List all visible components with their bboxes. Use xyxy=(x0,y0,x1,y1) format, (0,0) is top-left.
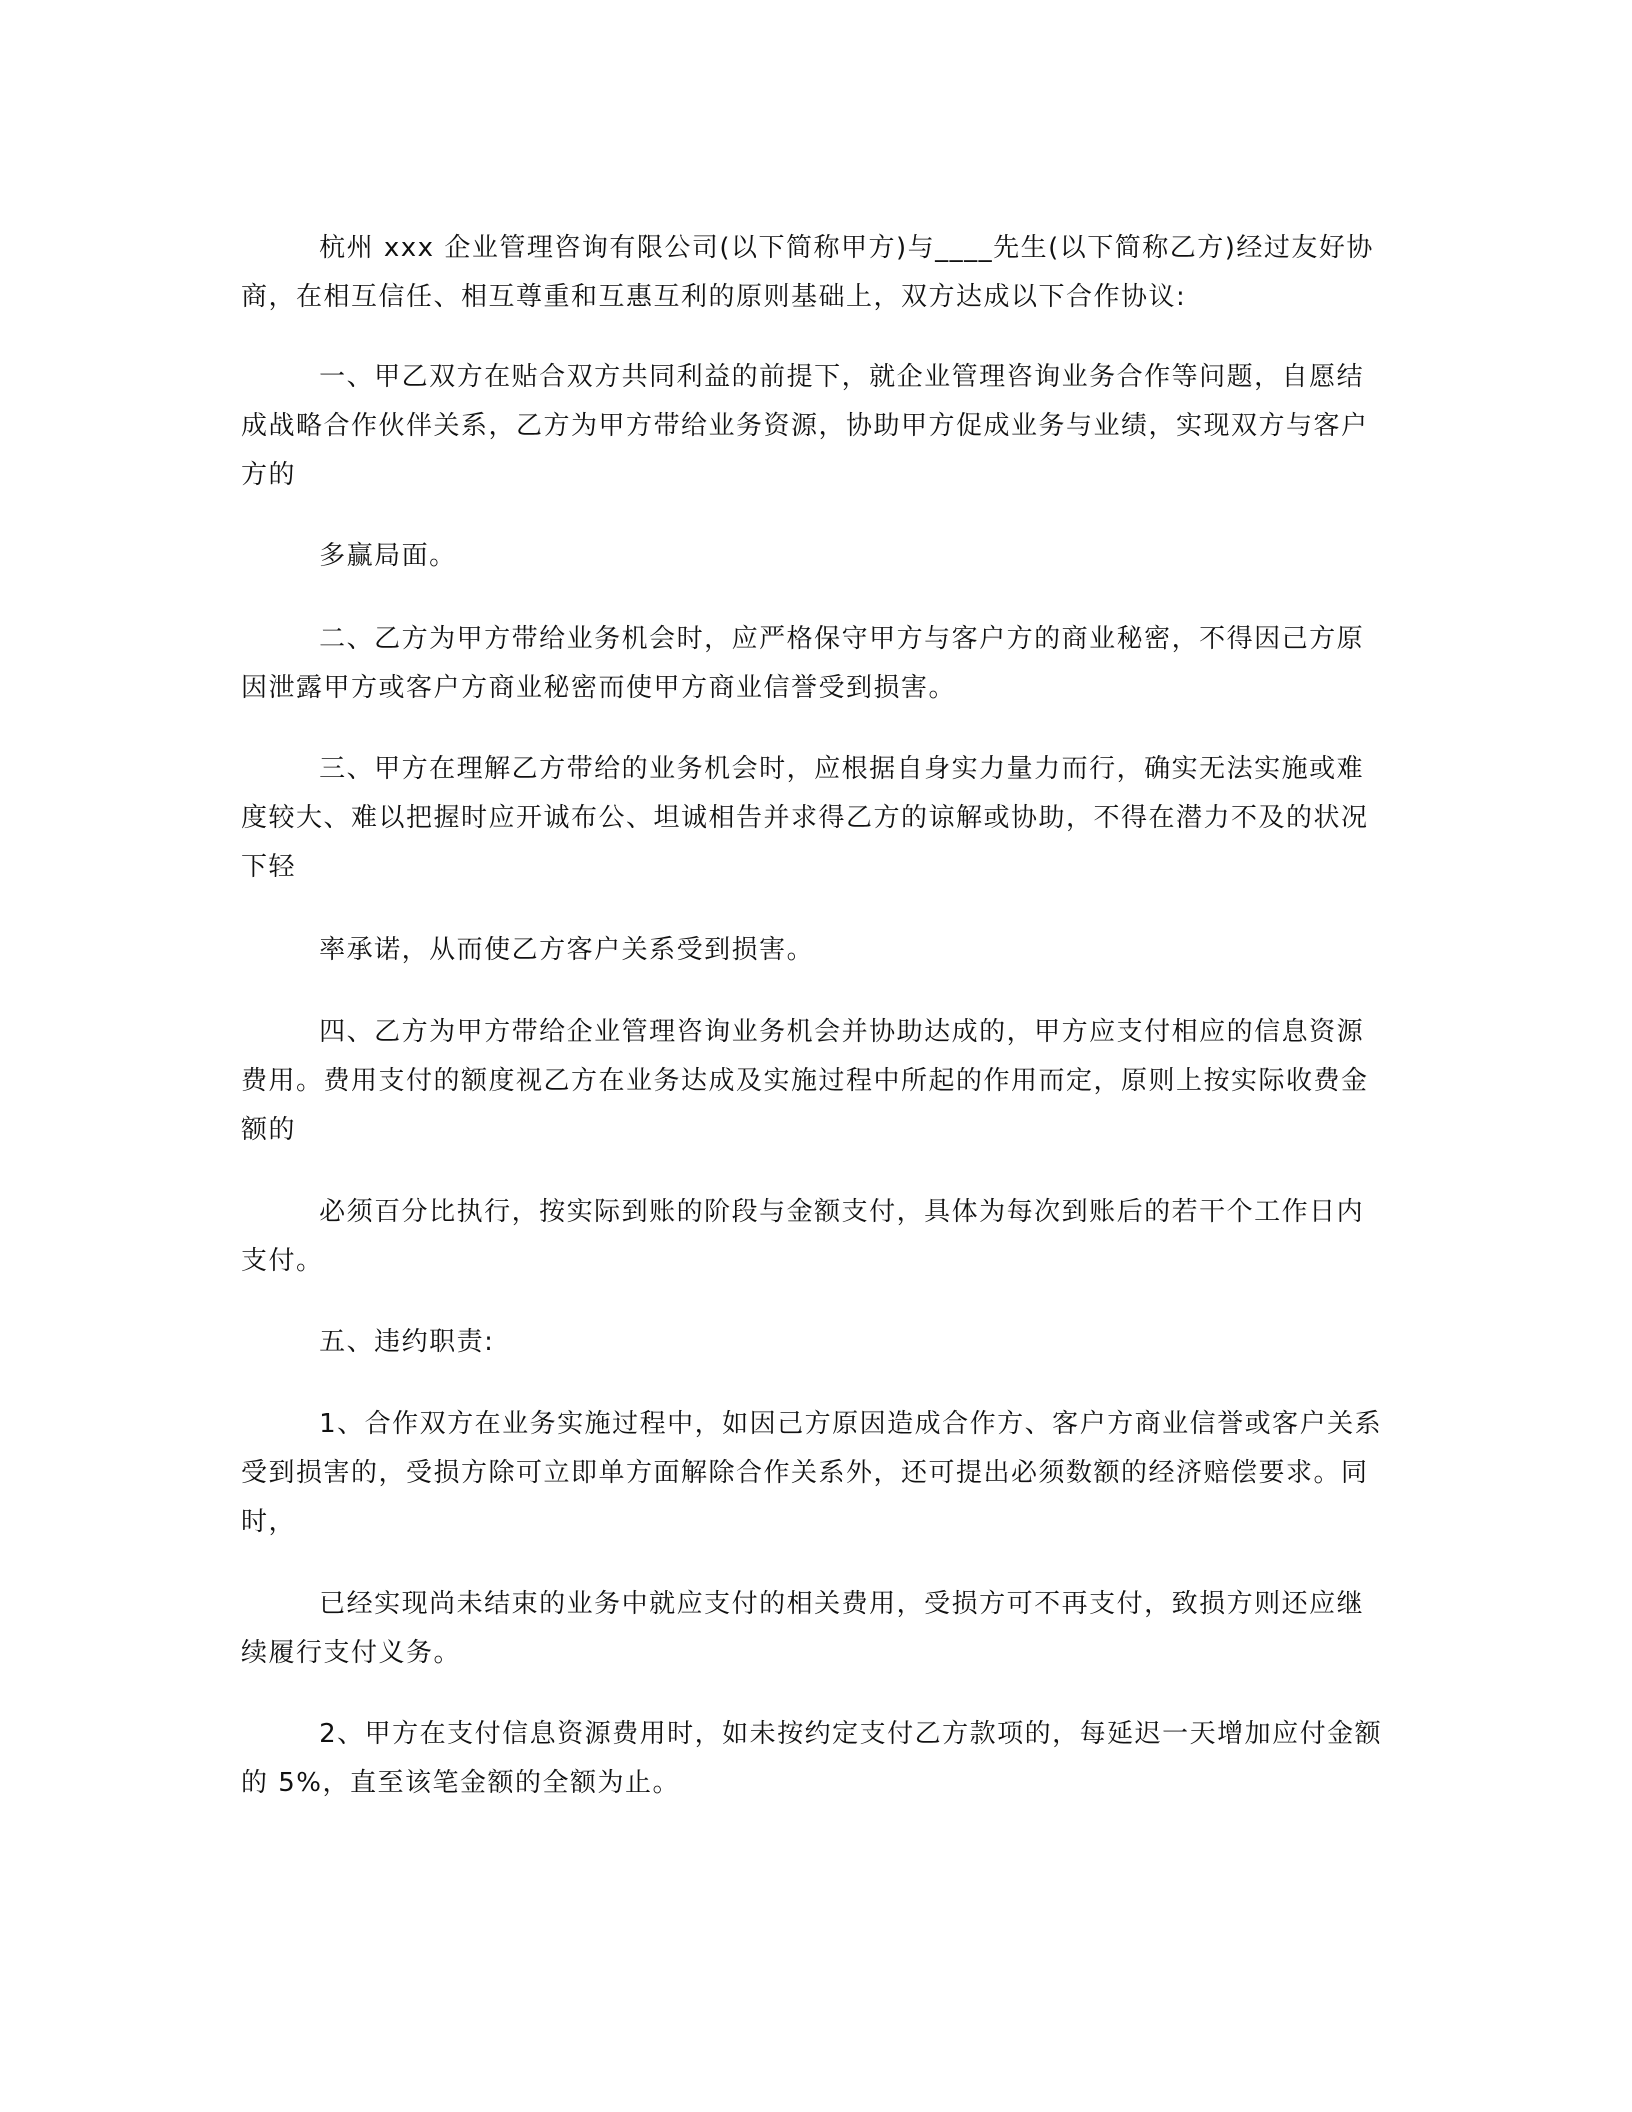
paragraph-clause-5-item-1-continued: 已经实现尚未结束的业务中就应支付的相关费用，受损方可不再支付，致损方则还应继续履行支付义务。 xyxy=(241,1589,1365,1668)
paragraph-clause-5-heading: 五、违约职责: xyxy=(241,1327,495,1357)
paragraph-clause-1-continued: 多赢局面。 xyxy=(241,541,457,571)
paragraph-clause-3: 三、甲方在理解乙方带给的业务机会时，应根据自身实力量力而行，确实无法实施或难度较大、难以把握时应开诚布公、坦诚相告并求得乙方的谅解或协助，不得在潜力不及的状况下轻 xyxy=(241,754,1369,882)
paragraph-clause-1: 一、甲乙双方在贴合双方共同利益的前提下，就企业管理咨询业务合作等问题，自愿结成战略合作伙伴关系，乙方为甲方带给业务资源，协助甲方促成业务与业绩，实现双方与客户方的 xyxy=(241,362,1369,490)
paragraph-clause-4-continued: 必须百分比执行，按实际到账的阶段与金额支付，具体为每次到账后的若干个工作日内支付。 xyxy=(241,1197,1365,1276)
paragraph-clause-2: 二、乙方为甲方带给业务机会时，应严格保守甲方与客户方的商业秘密，不得因己方原因泄露甲方或客户方商业秘密而使甲方商业信誉受到损害。 xyxy=(241,624,1365,703)
paragraph-clause-5-item-1: 1、合作双方在业务实施过程中，如因己方原因造成合作方、客户方商业信誉或客户关系受到损害的，受损方除可立即单方面解除合作关系外，还可提出必须数额的经济赔偿要求。同时， xyxy=(241,1409,1383,1537)
paragraph-clause-5-item-2: 2、甲方在支付信息资源费用时，如未按约定支付乙方款项的，每延迟一天增加应付金额的 5%，直至该笔金额的全额为止。 xyxy=(241,1719,1383,1798)
paragraph-intro: 杭州 xxx 企业管理咨询有限公司(以下简称甲方)与____先生(以下简称乙方)经过友好协商，在相互信任、相互尊重和互惠互利的原则基础上，双方达成以下合作协议: xyxy=(241,233,1374,312)
paragraph-clause-3-continued: 率承诺，从而使乙方客户关系受到损害。 xyxy=(241,935,815,965)
paragraph-clause-4: 四、乙方为甲方带给企业管理咨询业务机会并协助达成的，甲方应支付相应的信息资源费用。费用支付的额度视乙方在业务达成及实施过程中所起的作用而定，原则上按实际收费金额的 xyxy=(241,1017,1369,1145)
